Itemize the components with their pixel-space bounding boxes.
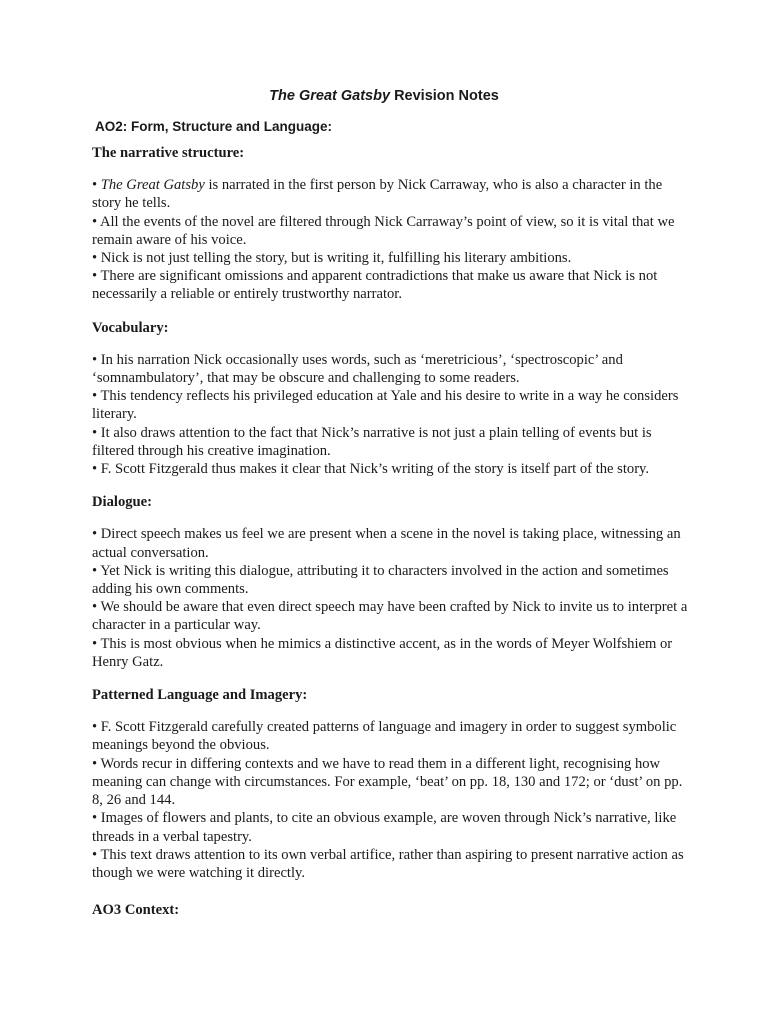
bullet-point: • Direct speech makes us feel we are present when a scene in the novel is taking place, witnessing an actual conversation. <box>92 526 681 561</box>
section-heading: Vocabulary: <box>92 319 169 336</box>
bullet-text: Words recur in differing contexts and we have to read them in a different light, recognising how meaning can change with circumstances. For example, ‘beat’ on pp. 18, 130 and 172; or ‘dust’ on pp. 8, 26 and 144. <box>92 755 683 809</box>
section <box>92 493 692 671</box>
bullet-point: • All the events of the novel are filtered through Nick Carraway’s point of view, so it is vital that we remain aware of his voice. <box>92 213 675 248</box>
bullet-text: is narrated in the first person by Nick Carraway, who is also a character in the story he tells. <box>92 177 663 212</box>
bullet-point: • This is most obvious when he mimics a distinctive accent, as in the words of Meyer Wolfshiem or Henry Gatz. <box>92 635 673 670</box>
bullet-text: This tendency reflects his privileged education at Yale and his desire to write in a way he considers literary. <box>92 388 679 423</box>
bullet-text: There are significant omissions and apparent contradictions that make us aware that Nick is not necessarily a reliable or entirely trustworthy narrator. <box>92 268 658 303</box>
document-body <box>92 144 692 897</box>
bullet-text: We should be aware that even direct speech may have been crafted by Nick to invite us to interpret a character in a particular way. <box>92 599 688 634</box>
section-heading: The narrative structure: <box>92 145 245 161</box>
bullet-text: Nick is not just telling the story, but is writing it, fulfilling his literary ambitions. <box>100 250 572 267</box>
bullet-text: This is most obvious when he mimics a distinctive accent, as in the words of Meyer Wolfshiem or Henry Gatz. <box>92 635 673 670</box>
document-title <box>0 88 768 104</box>
bullet-italic: The Great Gatsby <box>100 177 205 194</box>
bullet-text: F. Scott Fitzgerald thus makes it clear that Nick’s writing of the story is itself part of the story. <box>100 461 650 478</box>
section-heading: Dialogue: <box>92 494 152 511</box>
bullet-text: It also draws attention to the fact that Nick’s narrative is not just a plain telling of events but is filtered through his creative imagination. <box>92 424 652 459</box>
section <box>92 686 692 882</box>
section <box>92 319 692 479</box>
ao2-heading: AO2: Form, Structure and Language: <box>95 119 333 134</box>
bullet-text: This text draws attention to its own verbal artifice, rather than aspiring to present narrative action as though we were watching it directly. <box>92 846 684 881</box>
bullet-text: Direct speech makes us feel we are present when a scene in the novel is taking place, witnessing an actual conversation. <box>92 526 681 561</box>
bullet-point: • We should be aware that even direct speech may have been crafted by Nick to invite us to interpret a character in a particular way. <box>92 599 688 634</box>
section-heading: Patterned Language and Imagery: <box>92 687 308 704</box>
bullet-point: • F. Scott Fitzgerald carefully created patterns of language and imagery in order to suggest symbolic meanings beyond the obvious. <box>92 719 677 754</box>
bullet-point: • This text draws attention to its own verbal artifice, rather than aspiring to present narrative action as though we were watching it directly. <box>92 846 684 881</box>
bullet-point: • There are significant omissions and apparent contradictions that make us aware that Nick is not necessarily a reliable or entirely trustworthy narrator. <box>92 268 658 303</box>
bullet-text: All the events of the novel are filtered through Nick Carraway’s point of view, so it is vital that we remain aware of his voice. <box>92 213 675 248</box>
bullet-point: • F. Scott Fitzgerald thus makes it clear that Nick’s writing of the story is itself part of the story. <box>92 461 650 478</box>
bullet-text: F. Scott Fitzgerald carefully created patterns of language and imagery in order to suggest symbolic meanings beyond the obvious. <box>92 719 677 754</box>
ao3-heading: AO3 Context: <box>92 902 180 918</box>
bullet-text: Images of flowers and plants, to cite an obvious example, are woven through Nick’s narrative, like threads in a verbal tapestry. <box>92 810 677 845</box>
bullet-point: • It also draws attention to the fact that Nick’s narrative is not just a plain telling of events but is filtered through his creative imagination. <box>92 424 652 459</box>
section <box>92 144 692 304</box>
bullet-point: • In his narration Nick occasionally uses words, such as ‘meretricious’, ‘spectroscopic’ and ‘somnambulatory’, that may be obscure and challenging to some readers. <box>92 351 623 387</box>
bullet-point: • Images of flowers and plants, to cite an obvious example, are woven through Nick’s narrative, like threads in a verbal tapestry. <box>92 810 677 845</box>
bullet-point: • Yet Nick is writing this dialogue, attributing it to characters involved in the action and sometimes adding his own comments. <box>92 562 669 598</box>
title-rest: Revision Notes <box>390 88 499 104</box>
bullet-point: • Nick is not just telling the story, but is writing it, fulfilling his literary ambitions. <box>92 250 572 267</box>
title-italic: The Great Gatsby <box>269 88 391 104</box>
bullet-text: In his narration Nick occasionally uses words, such as ‘meretricious’, ‘spectroscopic’ and ‘somnambulatory’, that may be obscure and challenging to some readers. <box>92 351 623 387</box>
bullet-text: Yet Nick is writing this dialogue, attributing it to characters involved in the action and sometimes adding his own comments. <box>92 562 669 598</box>
bullet-point: • The Great Gatsby is narrated in the first person by Nick Carraway, who is also a character in the story he tells. <box>92 177 663 212</box>
bullet-point: • This tendency reflects his privileged education at Yale and his desire to write in a way he considers literary. <box>92 388 679 423</box>
bullet-point: • Words recur in differing contexts and we have to read them in a different light, recognising how meaning can change with circumstances. For example, ‘beat’ on pp. 18, 130 and 172; or ‘dust’ on pp. 8, 26 and 144. <box>92 755 683 809</box>
